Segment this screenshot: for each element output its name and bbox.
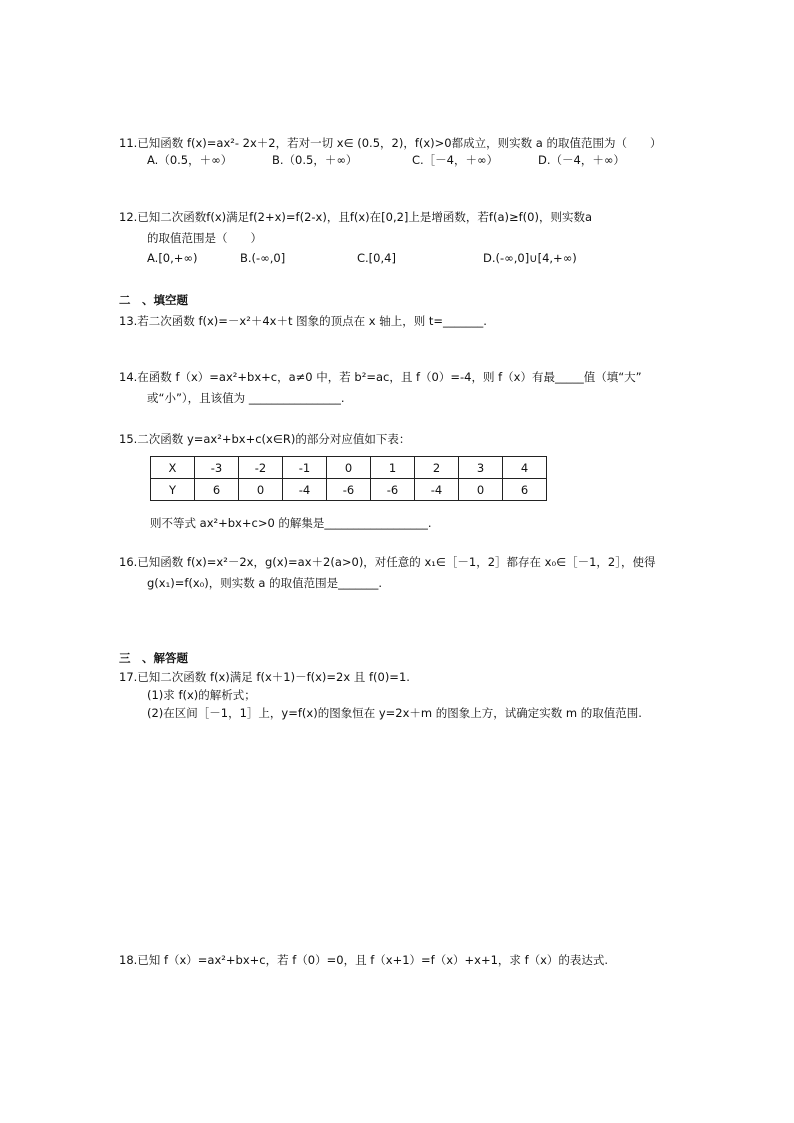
table-cell: 2	[415, 457, 459, 479]
q12-option-c: C.[0,4]	[357, 251, 396, 265]
q11-option-d: D.（－4，＋∞）	[538, 153, 625, 167]
table-cell: -1	[283, 457, 327, 479]
table-cell: -4	[415, 479, 459, 501]
table-cell: -4	[283, 479, 327, 501]
q16-line1: 16.已知函数 f(x)=x²－2x，g(x)=ax＋2(a>0)，对任意的 x₁∈［－1，2］都存在 x₀∈［－1，2］，使得	[119, 555, 656, 569]
table-cell: 0	[239, 479, 283, 501]
q12-option-d: D.(-∞,0]∪[4,+∞)	[483, 251, 577, 265]
q11-option-a: A.（0.5，＋∞）	[147, 153, 233, 167]
table-cell: Y	[151, 479, 195, 501]
table-cell: 0	[459, 479, 503, 501]
q15-value-table	[150, 456, 547, 501]
q18-stem: 18.已知 f（x）=ax²+bx+c，若 f（0）=0，且 f（x+1）=f（x）+x+1，求 f（x）的表达式.	[119, 953, 609, 967]
q15-inequality: 则不等式 ax²+bx+c>0 的解集是__________________.	[150, 516, 432, 530]
q11-stem: 11.已知函数 f(x)=ax²- 2x＋2，若对一切 x∈ (0.5，2)，f(x)>0都成立，则实数 a 的取值范围为（ ）	[119, 136, 662, 150]
q12-stem-line2: 的取值范围是（ ）	[147, 231, 262, 245]
q14-line2: 或“小”），且该值为 ________________.	[147, 391, 345, 405]
table-cell: -6	[371, 479, 415, 501]
q16-line2: g(x₁)=f(x₀)，则实数 a 的取值范围是_______.	[147, 576, 383, 590]
section-solution-heading: 三 、解答题	[119, 651, 188, 665]
q17-part2: (2)在区间［－1，1］上，y=f(x)的图象恒在 y=2x＋m 的图象上方，试确定实数 m 的取值范围.	[147, 706, 642, 720]
section-fill-in-heading: 二 、填空题	[119, 293, 188, 307]
q17-stem: 17.已知二次函数 f(x)满足 f(x＋1)－f(x)=2x 且 f(0)=1.	[119, 670, 410, 684]
table-cell: 6	[503, 479, 547, 501]
table-cell: -2	[239, 457, 283, 479]
table-cell: X	[151, 457, 195, 479]
q17-part1: (1)求 f(x)的解析式；	[147, 688, 256, 702]
q13-stem: 13.若二次函数 f(x)=－x²＋4x＋t 图象的顶点在 x 轴上，则 t=_______.	[119, 314, 487, 328]
table-cell: -3	[195, 457, 239, 479]
q11-option-b: B.（0.5，＋∞）	[272, 153, 358, 167]
q15-stem: 15.二次函数 y=ax²+bx+c(x∈R)的部分对应值如下表：	[119, 432, 411, 446]
table-cell: 0	[327, 457, 371, 479]
q11-option-c: C.［－4，＋∞）	[412, 153, 499, 167]
q14-line1: 14.在函数 f（x）=ax²+bx+c，a≠0 中，若 b²=ac，且 f（0）=-4，则 f（x）有最_____值（填“大”	[119, 370, 642, 384]
q12-option-a: A.[0,+∞)	[147, 251, 198, 265]
table-cell: 4	[503, 457, 547, 479]
table-cell: -6	[327, 479, 371, 501]
q12-stem-line1: 12.已知二次函数f(x)满足f(2+x)=f(2-x)，且f(x)在[0,2]上是增函数，若f(a)≥f(0)，则实数a	[119, 210, 593, 224]
table-row-x	[151, 457, 547, 479]
q12-option-b: B.(-∞,0]	[240, 251, 286, 265]
table-cell: 3	[459, 457, 503, 479]
table-row-y	[151, 479, 547, 501]
table-cell: 6	[195, 479, 239, 501]
table-cell: 1	[371, 457, 415, 479]
